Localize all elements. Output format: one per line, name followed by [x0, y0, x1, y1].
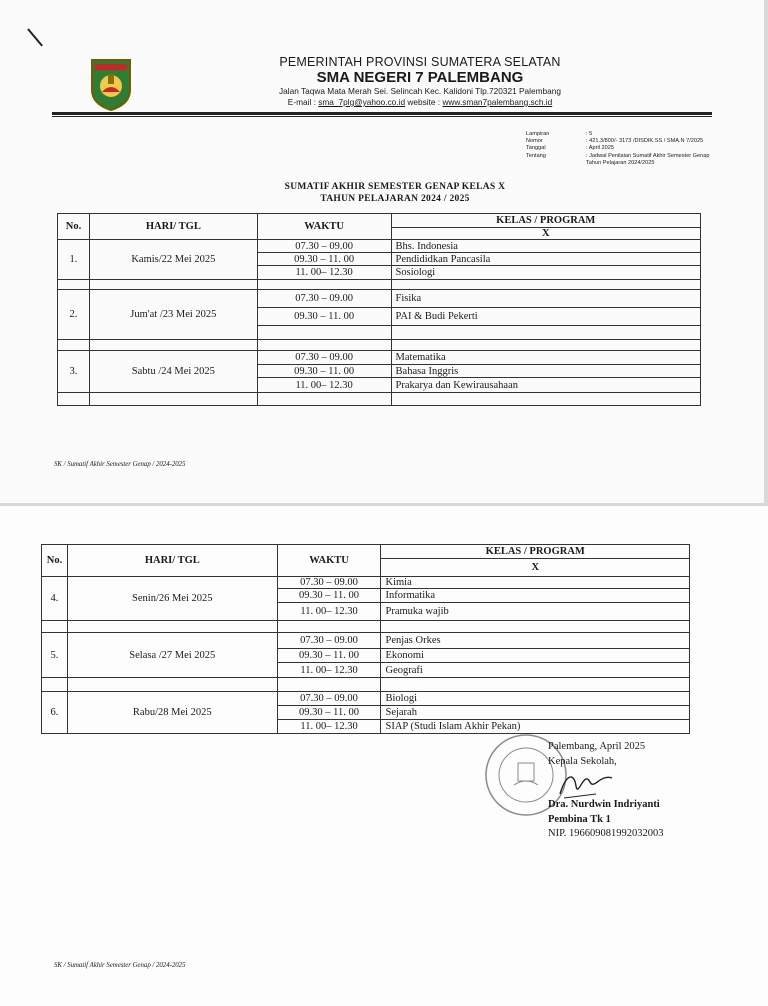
website-link[interactable]: www.sman7palembang.sch.id	[442, 97, 553, 107]
row-day: Selasa /27 Mei 2025	[67, 633, 277, 678]
slot-subject: Biologi	[381, 692, 690, 706]
spacer-row	[58, 280, 701, 290]
slot-time: 09.30 – 11. 00	[277, 649, 381, 663]
schedule-table-1	[57, 213, 701, 406]
slot-time: 09.30 – 11. 00	[257, 308, 391, 326]
email-label: E-mail :	[287, 97, 316, 107]
slot-subject: Kimia	[381, 577, 690, 589]
letterhead-government: PEMERINTAH PROVINSI SUMATERA SELATAN	[279, 55, 561, 69]
slot-subject: Bahasa Inggris	[391, 365, 700, 378]
table-row	[42, 692, 690, 706]
header-no: No.	[42, 545, 68, 577]
row-number: 6.	[42, 692, 68, 734]
meta-value: Tahun Pelajaran 2024/2025	[586, 159, 655, 166]
slot-time: 11. 00– 12.30	[277, 720, 381, 734]
table-row	[58, 240, 701, 253]
slot-time: 07.30 – 09.00	[257, 351, 391, 365]
slot-time: 11. 00– 12.30	[257, 266, 391, 280]
slot-time: 07.30 – 09.00	[277, 577, 381, 589]
meta-row	[526, 131, 736, 138]
letterhead-divider-thin	[52, 116, 712, 117]
row-day: Senin/26 Mei 2025	[67, 577, 277, 621]
letter-metadata	[526, 131, 736, 167]
signature-place-date: Palembang, April 2025	[548, 741, 646, 752]
meta-label: Lampiran	[526, 131, 550, 137]
slot-time: 07.30 – 09.00	[257, 240, 391, 253]
meta-row	[526, 160, 736, 167]
signature-rank: Pembina Tk 1	[548, 813, 611, 825]
header-time: WAKTU	[277, 545, 381, 577]
spacer-row	[58, 393, 701, 406]
row-number: 1.	[58, 240, 90, 280]
pen-mark	[27, 28, 43, 46]
spacer-row	[58, 340, 701, 351]
row-number: 4.	[42, 577, 68, 621]
footer-reference: SK / Sumatif Akhir Semester Genap / 2024-2025	[54, 461, 186, 468]
slot-subject: Pendididkan Pancasila	[391, 253, 700, 266]
slot-time: 09.30 – 11. 00	[277, 706, 381, 720]
handwritten-signature-icon	[556, 764, 616, 804]
slot-subject: SIAP (Studi Islam Akhir Pekan)	[381, 720, 690, 734]
meta-value: : April 2025	[586, 145, 614, 152]
schedule-table-2	[41, 544, 690, 734]
signature-nip: NIP. 196609081992032003	[548, 828, 664, 839]
slot-subject: Ekonomi	[381, 649, 690, 663]
row-number: 5.	[42, 633, 68, 678]
header-program: KELAS / PROGRAM	[391, 214, 700, 228]
slot-subject: Fisika	[391, 290, 700, 308]
slot-time: 11. 00– 12.30	[257, 378, 391, 393]
table-row	[42, 577, 690, 589]
table-row	[58, 351, 701, 365]
meta-label	[526, 160, 586, 167]
document-page-1	[0, 0, 764, 503]
slot-subject: Geografi	[381, 663, 690, 678]
header-no: No.	[58, 214, 90, 240]
email-link[interactable]: sma_7plg@yahoo.co.id	[318, 97, 406, 107]
meta-label: Tentang	[526, 152, 546, 159]
row-day: Rabu/28 Mei 2025	[67, 692, 277, 734]
letterhead-contact	[262, 97, 578, 107]
meta-row	[526, 138, 736, 145]
letterhead-address: Jalan Taqwa Mata Merah Sei. Selincah Kec. Kalidoni Tlp.720321 Palembang	[279, 86, 561, 96]
table-row	[42, 633, 690, 649]
meta-row	[526, 145, 736, 152]
slot-time: 07.30 – 09.00	[277, 633, 381, 649]
meta-value: : 5	[586, 131, 593, 137]
document-title: SUMATIF AKHIR SEMESTER GENAP KELAS X	[284, 182, 506, 192]
meta-row	[526, 153, 736, 160]
row-day: Kamis/22 Mei 2025	[89, 240, 257, 280]
slot-time: 11. 00– 12.30	[277, 603, 381, 621]
letterhead-divider	[52, 112, 712, 115]
slot-subject: Sejarah	[381, 706, 690, 720]
meta-value: : Jadwal Penilaian Sumatif Akhir Semester Genap	[586, 152, 710, 159]
slot-subject: Prakarya dan Kewirausahaan	[391, 378, 700, 393]
school-logo-icon	[88, 56, 134, 112]
row-number: 3.	[58, 351, 90, 393]
document-subtitle: TAHUN PELAJARAN 2024 / 2025	[320, 194, 470, 204]
slot-time: 09.30 – 11. 00	[277, 589, 381, 603]
header-day: HARI/ TGL	[67, 545, 277, 577]
header-time: WAKTU	[257, 214, 391, 240]
header-day: HARI/ TGL	[89, 214, 257, 240]
letterhead-school-name: SMA NEGERI 7 PALEMBANG	[316, 69, 524, 86]
row-number: 2.	[58, 290, 90, 340]
slot-subject: Bhs. Indonesia	[391, 240, 700, 253]
slot-time: 07.30 – 09.00	[277, 692, 381, 706]
footer-reference-2: SK / Sumatif Akhir Semester Genap / 2024-2025	[54, 962, 186, 969]
header-program: KELAS / PROGRAM	[381, 545, 690, 559]
table-row	[58, 290, 701, 308]
meta-label: Nomor	[526, 138, 543, 145]
meta-label: Tanggal	[526, 145, 546, 152]
slot-subject: Penjas Orkes	[381, 633, 690, 649]
slot-subject: Informatika	[381, 589, 690, 603]
slot-time: 09.30 – 11. 00	[257, 365, 391, 378]
signature-position: Kepala Sekolah,	[548, 755, 617, 767]
slot-time: 11. 00– 12.30	[277, 663, 381, 678]
header-class: X	[381, 559, 690, 577]
header-class: X	[391, 228, 700, 240]
row-day: Sabtu /24 Mei 2025	[89, 351, 257, 393]
slot-subject: PAI & Budi Pekerti	[391, 308, 700, 326]
signature-name: Dra. Nurdwin Indriyanti	[548, 799, 660, 810]
slot-time: 09.30 – 11. 00	[257, 253, 391, 266]
spacer-row	[42, 621, 690, 633]
spacer-row	[42, 678, 690, 692]
meta-value: : 421.3/800/- 3173 /DISDIK.SS / SMA.N 7/2025	[586, 138, 704, 145]
website-label: website :	[407, 97, 441, 107]
slot-subject: Pramuka wajib	[381, 603, 690, 621]
slot-subject: Matematika	[391, 351, 700, 365]
slot-time: 07.30 – 09.00	[257, 290, 391, 308]
row-day: Jum'at /23 Mei 2025	[89, 290, 257, 340]
slot-subject: Sosiologi	[391, 266, 700, 280]
